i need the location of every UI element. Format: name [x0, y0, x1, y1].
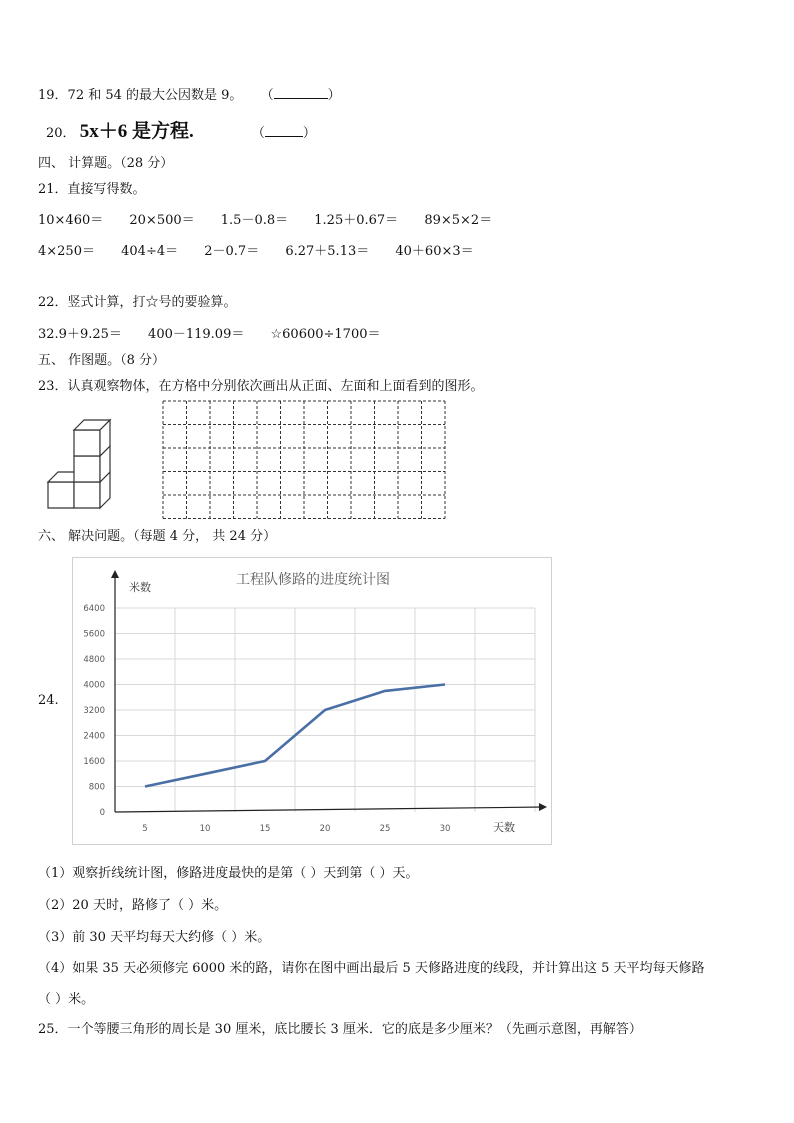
section-6-heading: 六、 解决问题。（每题 4 分， 共 24 分） — [38, 529, 277, 544]
calc-item: 32.9＋9.25＝ — [38, 327, 122, 342]
question-24-part-2: （2）20 天时，路修了（ ）米。 — [38, 898, 228, 913]
question-24-part-1: （1）观察折线统计图，修路进度最快的是第（ ）天到第（ ）天。 — [38, 866, 419, 881]
drawing-grid[interactable] — [162, 400, 448, 522]
question-21-row-1 — [38, 209, 514, 228]
chart-canvas — [73, 558, 551, 844]
calc-item: 89×5×2＝ — [424, 213, 493, 228]
x-tick-label: 25 — [379, 824, 391, 834]
calc-item: 1.5－0.8＝ — [220, 213, 289, 228]
calc-item: 2－0.7＝ — [204, 244, 260, 259]
question-20: 20． 5x＋6 是方程. （ ） — [46, 121, 316, 142]
x-tick-label: 10 — [199, 824, 211, 834]
calc-item: 10×460＝ — [38, 213, 104, 228]
answer-blank — [274, 86, 328, 99]
answer-blank — [265, 124, 303, 137]
x-tick-label: 15 — [259, 824, 271, 834]
calc-item: 400－119.09＝ — [148, 327, 245, 342]
section-5-heading: 五、 作图题。（8 分） — [38, 353, 166, 368]
y-tick-label: 6400 — [83, 604, 105, 614]
y-tick-label: 4800 — [83, 655, 105, 665]
question-21-row-2 — [38, 240, 496, 259]
y-tick-label: 4000 — [83, 680, 105, 691]
y-tick-label: 1600 — [83, 757, 105, 767]
calc-item: 4×250＝ — [38, 244, 95, 259]
calc-item: 40＋60×3＝ — [395, 244, 474, 259]
question-24-number: 24. — [38, 693, 59, 708]
cube-face — [74, 456, 100, 482]
y-tick-label: 800 — [88, 782, 105, 793]
section-4-heading: 四、 计算题。（28 分） — [38, 156, 174, 171]
question-19: 19．72 和 54 的最大公因数是 9。 （ ） — [38, 88, 341, 103]
cube-face — [48, 482, 74, 508]
question-24-part-3: （3）前 30 天平均每天大约修（ ）米。 — [38, 930, 271, 945]
question-22-items — [38, 323, 403, 342]
x-tick-label: 30 — [439, 824, 451, 834]
calc-item: 20×500＝ — [129, 213, 195, 228]
question-20-expression: 5x＋6 是方程. — [79, 121, 194, 142]
x-tick-label: 5 — [142, 824, 148, 834]
question-21-title: 21．直接写得数。 — [38, 182, 146, 197]
y-tick-label: 0 — [99, 808, 105, 818]
x-axis-label: 天数 — [493, 821, 515, 834]
question-19-text: 19．72 和 54 的最大公因数是 9。 — [38, 88, 243, 103]
y-axis-arrow — [111, 570, 119, 578]
cube-face — [74, 482, 100, 508]
calc-item: 404÷4＝ — [121, 244, 179, 259]
question-24-part-4-answer: （ ）米。 — [38, 992, 95, 1007]
question-24-part-4: （4）如果 35 天必须修完 6000 米的路，请你在图中画出最后 5 天修路进度的线段，并计算出这 5 天平均每天修路 — [38, 961, 705, 976]
calc-item: ☆60600÷1700＝ — [270, 327, 381, 342]
cube-face — [74, 430, 100, 456]
question-22-title: 22．竖式计算，打☆号的要验算。 — [38, 295, 237, 310]
question-23: 23．认真观察物体，在方格中分别依次画出从正面、左面和上面看到的图形。 — [38, 379, 484, 394]
question-25: 25．一个等腰三角形的周长是 30 厘米，底比腰长 3 厘米．它的底是多少厘米？（先画示意图，再解答） — [38, 1022, 642, 1037]
y-tick-label: 5600 — [83, 629, 105, 640]
y-tick-label: 2400 — [83, 731, 105, 742]
y-tick-label: 3200 — [83, 706, 105, 716]
x-axis-arrow — [539, 803, 547, 811]
line-chart — [72, 557, 552, 845]
chart-title: 工程队修路的进度统计图 — [236, 572, 390, 588]
cube-stack-figure — [44, 414, 116, 510]
calc-item: 1.25＋0.67＝ — [314, 213, 399, 228]
x-tick-label: 20 — [319, 824, 331, 834]
y-axis-label: 米数 — [129, 581, 151, 594]
x-axis — [115, 807, 545, 812]
calc-item: 6.27＋5.13＝ — [285, 244, 370, 259]
